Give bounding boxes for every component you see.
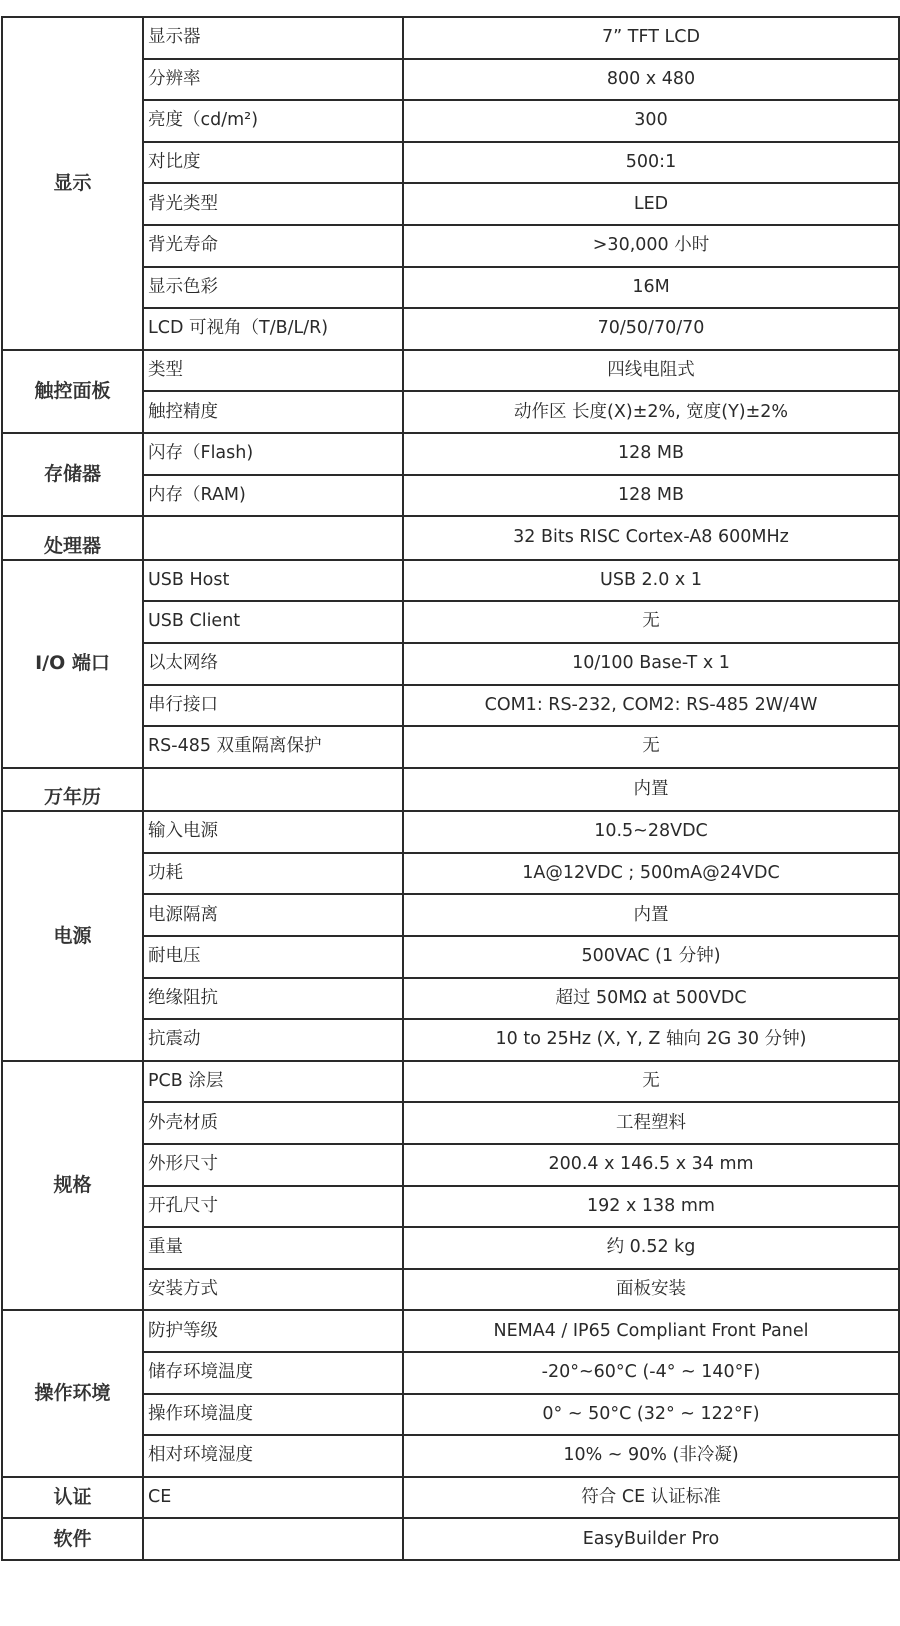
- item-cell: 耐电压: [143, 936, 403, 978]
- value-cell: 7” TFT LCD: [403, 17, 899, 59]
- table-row: [2, 350, 899, 392]
- table-row: [2, 1310, 899, 1352]
- table-row: [2, 17, 899, 59]
- value-cell: 10 to 25Hz (X, Y, Z 轴向 2G 30 分钟): [403, 1019, 899, 1061]
- value-cell: 192 x 138 mm: [403, 1186, 899, 1228]
- table-row: [2, 1061, 899, 1103]
- spec-table: [1, 16, 900, 1561]
- item-cell: 重量: [143, 1227, 403, 1269]
- value-cell: 800 x 480: [403, 59, 899, 101]
- item-cell: 绝缘阻抗: [143, 978, 403, 1020]
- item-cell: 对比度: [143, 142, 403, 184]
- item-cell: [143, 1518, 403, 1560]
- value-cell: >30,000 小时: [403, 225, 899, 267]
- value-cell: 300: [403, 100, 899, 142]
- category-cell: 存储器: [2, 433, 143, 516]
- item-cell: 触控精度: [143, 391, 403, 433]
- value-cell: -20°~60°C (-4° ~ 140°F): [403, 1352, 899, 1394]
- item-cell: 以太网络: [143, 643, 403, 685]
- item-cell: [143, 516, 403, 560]
- value-cell: 工程塑料: [403, 1102, 899, 1144]
- item-cell: 背光类型: [143, 183, 403, 225]
- item-cell: 外形尺寸: [143, 1144, 403, 1186]
- item-cell: 防护等级: [143, 1310, 403, 1352]
- item-cell: PCB 涂层: [143, 1061, 403, 1103]
- value-cell: 16M: [403, 267, 899, 309]
- item-cell: 闪存（Flash): [143, 433, 403, 475]
- value-cell: 四线电阻式: [403, 350, 899, 392]
- table-row: [2, 516, 899, 560]
- item-cell: 安装方式: [143, 1269, 403, 1311]
- item-cell: 串行接口: [143, 685, 403, 727]
- value-cell: 无: [403, 726, 899, 768]
- item-cell: 功耗: [143, 853, 403, 895]
- category-cell: 操作环境: [2, 1310, 143, 1476]
- value-cell: 70/50/70/70: [403, 308, 899, 350]
- category-cell: I/O 端口: [2, 560, 143, 768]
- item-cell: USB Client: [143, 601, 403, 643]
- item-cell: 分辨率: [143, 59, 403, 101]
- category-cell: 万年历: [2, 768, 143, 812]
- item-cell: 输入电源: [143, 811, 403, 853]
- value-cell: 32 Bits RISC Cortex-A8 600MHz: [403, 516, 899, 560]
- table-row: [2, 433, 899, 475]
- spec-table-body: [2, 17, 899, 1560]
- item-cell: RS-485 双重隔离保护: [143, 726, 403, 768]
- category-cell: 处理器: [2, 516, 143, 560]
- category-cell: 认证: [2, 1477, 143, 1519]
- value-cell: 内置: [403, 768, 899, 812]
- table-row: [2, 768, 899, 812]
- category-cell: 软件: [2, 1518, 143, 1560]
- item-cell: 操作环境温度: [143, 1394, 403, 1436]
- table-row: [2, 1518, 899, 1560]
- value-cell: LED: [403, 183, 899, 225]
- item-cell: 背光寿命: [143, 225, 403, 267]
- value-cell: USB 2.0 x 1: [403, 560, 899, 602]
- category-cell: 触控面板: [2, 350, 143, 433]
- item-cell: USB Host: [143, 560, 403, 602]
- value-cell: 10% ~ 90% (非冷凝): [403, 1435, 899, 1477]
- item-cell: 亮度（cd/m²): [143, 100, 403, 142]
- item-cell: 外壳材质: [143, 1102, 403, 1144]
- item-cell: 内存（RAM): [143, 475, 403, 517]
- item-cell: 开孔尺寸: [143, 1186, 403, 1228]
- value-cell: 128 MB: [403, 433, 899, 475]
- value-cell: 0° ~ 50°C (32° ~ 122°F): [403, 1394, 899, 1436]
- item-cell: [143, 768, 403, 812]
- value-cell: 约 0.52 kg: [403, 1227, 899, 1269]
- value-cell: 200.4 x 146.5 x 34 mm: [403, 1144, 899, 1186]
- value-cell: 128 MB: [403, 475, 899, 517]
- item-cell: 抗震动: [143, 1019, 403, 1061]
- value-cell: COM1: RS-232, COM2: RS-485 2W/4W: [403, 685, 899, 727]
- table-row: [2, 1477, 899, 1519]
- value-cell: NEMA4 / IP65 Compliant Front Panel: [403, 1310, 899, 1352]
- category-cell: 规格: [2, 1061, 143, 1311]
- item-cell: 电源隔离: [143, 894, 403, 936]
- value-cell: EasyBuilder Pro: [403, 1518, 899, 1560]
- value-cell: 符合 CE 认证标准: [403, 1477, 899, 1519]
- item-cell: CE: [143, 1477, 403, 1519]
- item-cell: 显示色彩: [143, 267, 403, 309]
- value-cell: 面板安装: [403, 1269, 899, 1311]
- item-cell: 类型: [143, 350, 403, 392]
- value-cell: 动作区 长度(X)±2%, 宽度(Y)±2%: [403, 391, 899, 433]
- value-cell: 500:1: [403, 142, 899, 184]
- category-cell: 显示: [2, 17, 143, 350]
- value-cell: 500VAC (1 分钟): [403, 936, 899, 978]
- table-row: [2, 560, 899, 602]
- value-cell: 超过 50MΩ at 500VDC: [403, 978, 899, 1020]
- value-cell: 10.5~28VDC: [403, 811, 899, 853]
- value-cell: 1A@12VDC ; 500mA@24VDC: [403, 853, 899, 895]
- item-cell: 相对环境湿度: [143, 1435, 403, 1477]
- value-cell: 无: [403, 1061, 899, 1103]
- item-cell: 储存环境温度: [143, 1352, 403, 1394]
- item-cell: 显示器: [143, 17, 403, 59]
- value-cell: 10/100 Base-T x 1: [403, 643, 899, 685]
- value-cell: 内置: [403, 894, 899, 936]
- table-row: [2, 811, 899, 853]
- item-cell: LCD 可视角（T/B/L/R): [143, 308, 403, 350]
- category-cell: 电源: [2, 811, 143, 1061]
- value-cell: 无: [403, 601, 899, 643]
